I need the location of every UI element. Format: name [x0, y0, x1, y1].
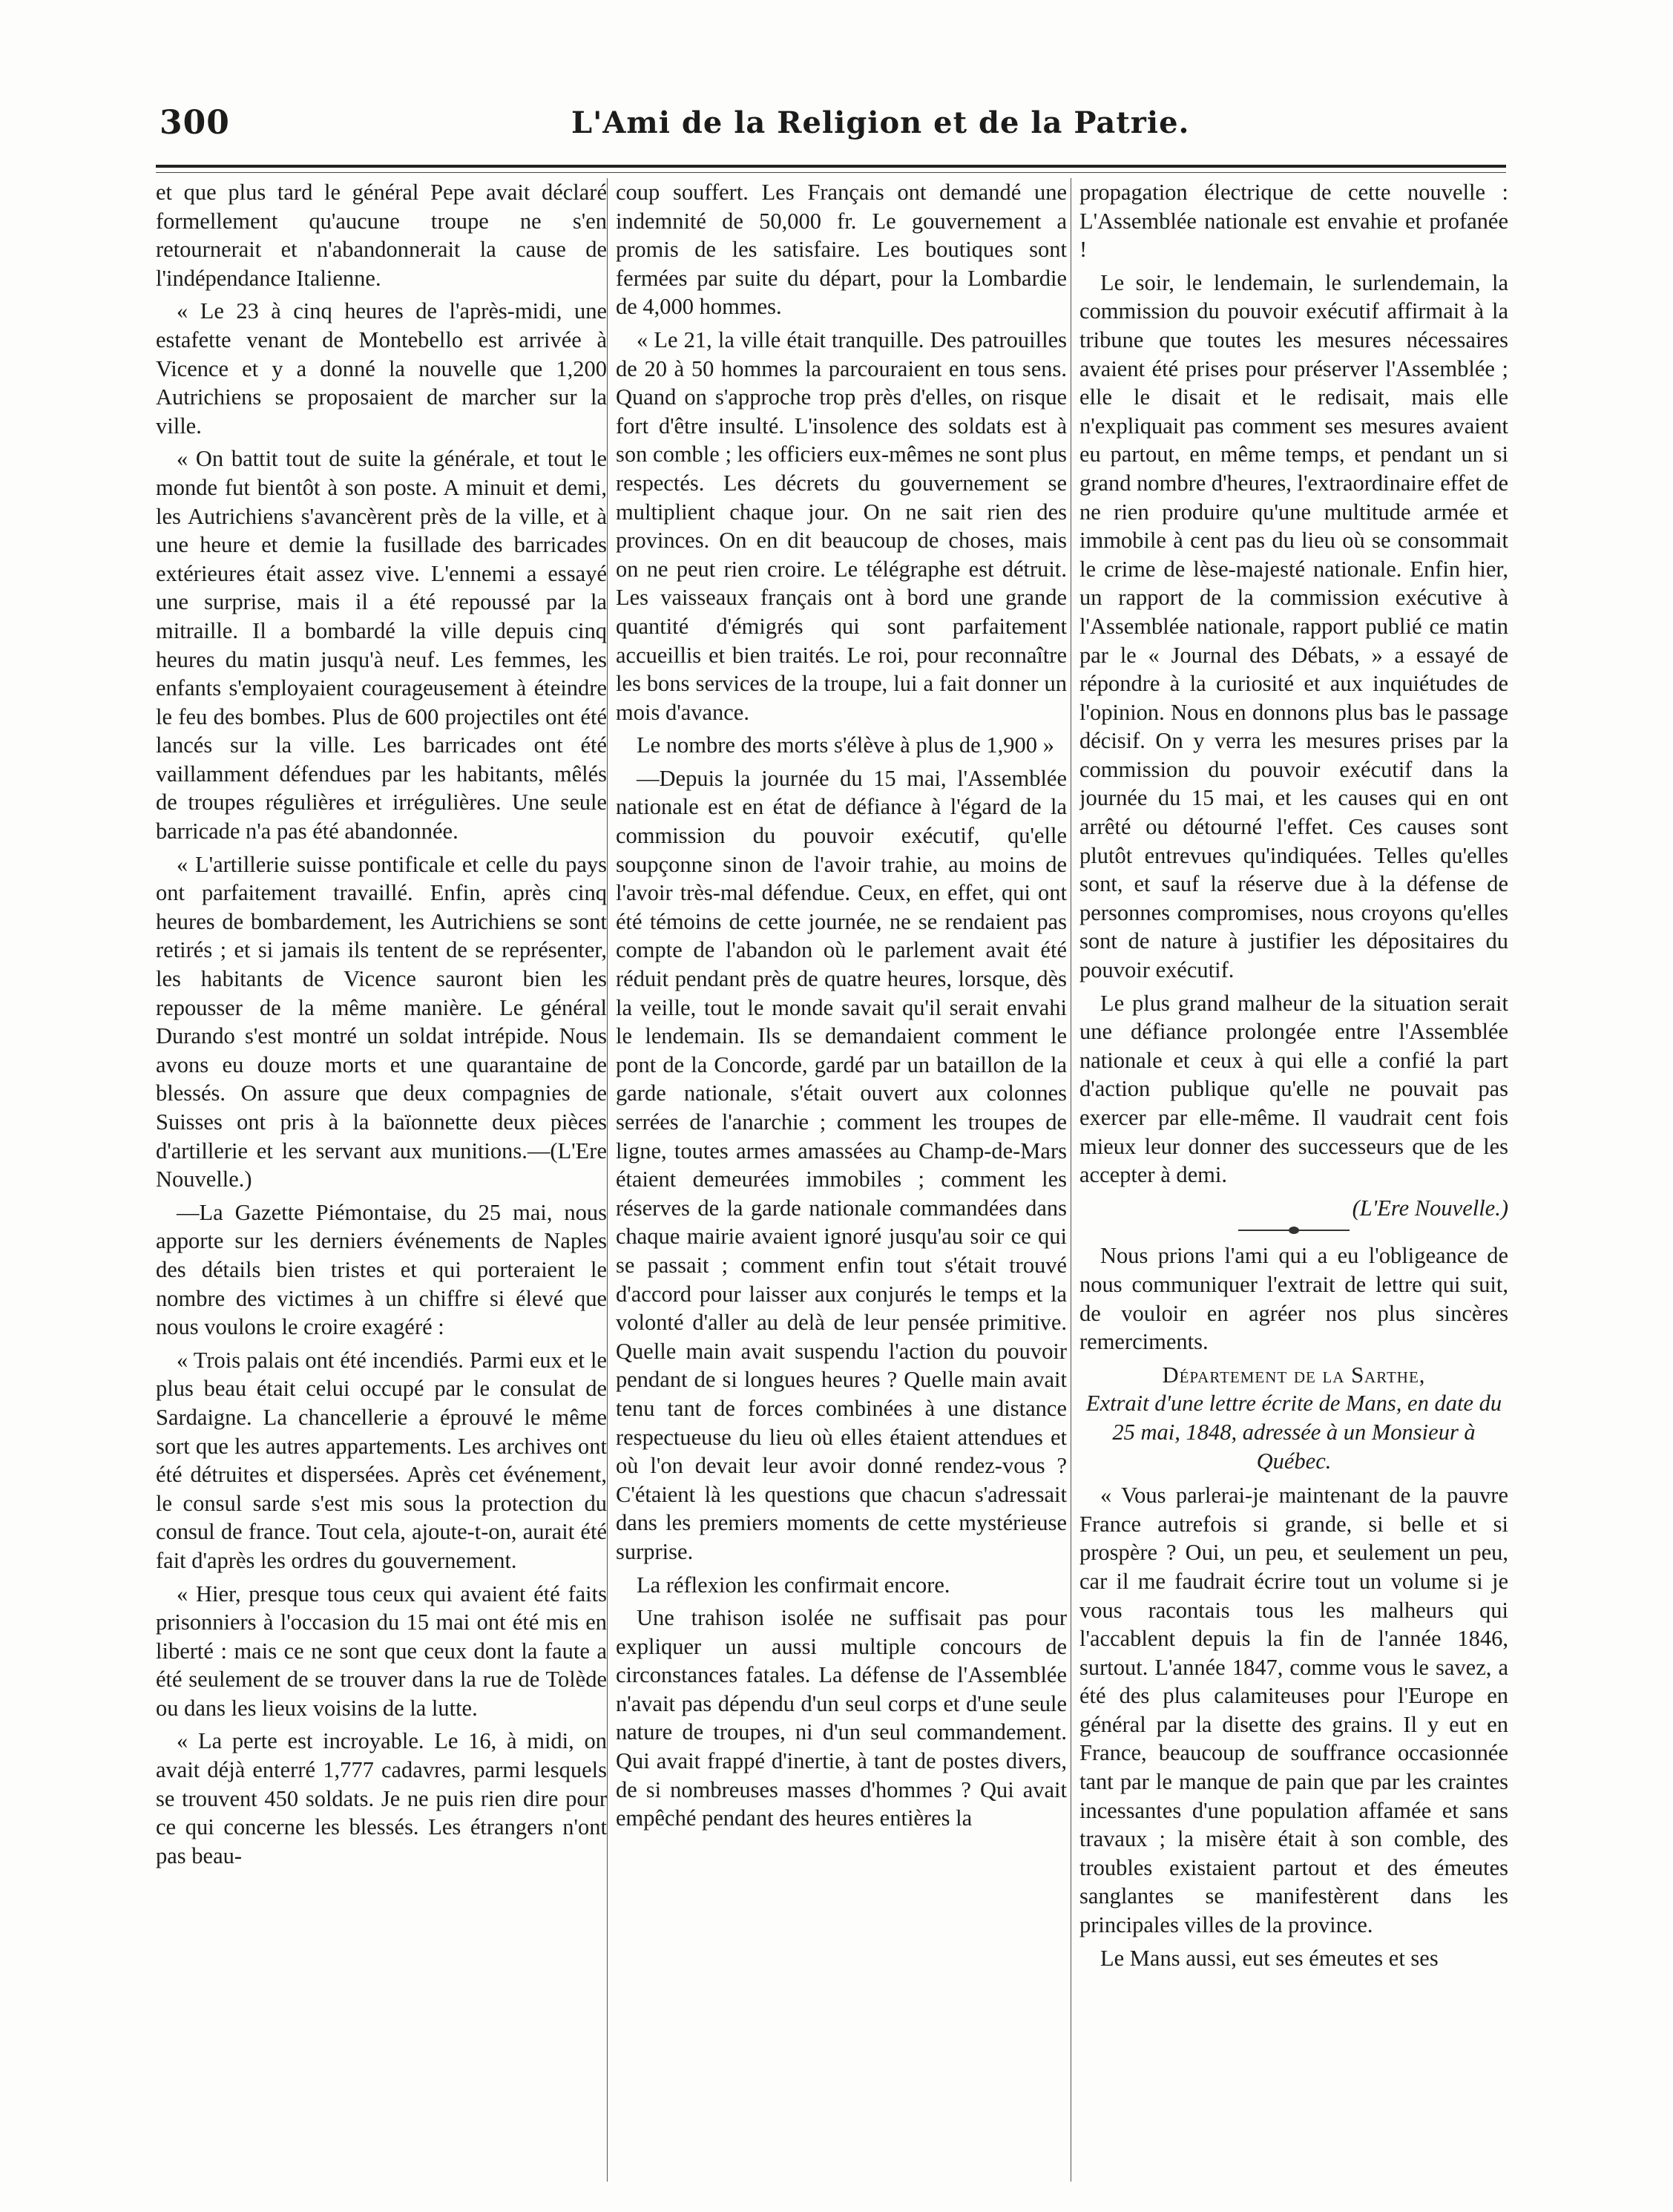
paragraph: et que plus tard le général Pepe avait déclaré formellement qu'aucune troupe ne s'en retournerait et n'abandonnerait la cause de l'indépendance Italienne. [156, 180, 607, 291]
paragraph: « Le 21, la ville était tranquille. Des patrouilles de 20 à 50 hommes la parcouraient en tous sens. Quand on s'approche trop près d'elles, on risque fort d'être insulté. L'insolence des soldats est à son comble ; les officiers eux-mêmes ne sont plus respectés. Les décrets du gouvernement se multiplient chaque jour. On ne sait rien des provinces. On en dit beaucoup de choses, mais on ne peut rien croire. Le télégraphe est détruit. Les vaisseaux français ont à bord une grande quantité d'émigrés qui sont parfaitement accueillis et bien traités. Le roi, pour reconnaître les bons services de la troupe, lui a fait donner un mois d'avance. [616, 326, 1067, 725]
paragraph: —Depuis la journée du 15 mai, l'Assemblée nationale est en état de défiance à l'égard de la commission du pouvoir exécutif, qu'elle soupçonne sinon de l'avoir trahie, au moins de l'avoir très-mal défendue. Ceux, en effet, qui ont été témoins de cette journée, ne se rendaient pas compte de l'abandon où le parlement avait été réduit pendant près de quatre heures, lorsque, dès la veille, tout le monde savait qu'il serait envahi le lendemain. Ils se demandaient comment le pont de la Concorde, gardé par un bataillon de la garde nationale, s'était ouvert aux colonnes serrées de l'anarchie ; comment les troupes de ligne, toutes armes amassées au Champ-de-Mars étaient demeurées immobiles ; comment les réserves de la garde nationale commandées dans chaque mairie avaient ignoré jusqu'au soir ce qui se passait ; comment enfin tout s'était trouvé d'accord pour laisser aux conjurés le temps et la volonté d'aller au delà de leur pensée primitive. Quelle main avait suspendu l'action du pouvoir pendant de si longues heures ? Quelle main avait tenu tant de forces combinées à une distance respectueuse du lieu où elles étaient attendues et où l'on devait leur avoir donné rendez-vous ? C'étaient là les questions que chacun s'adressait dans les premiers moments de cette mystérieuse surprise. [616, 765, 1067, 1564]
paragraph: propagation électrique de cette nouvelle : L'Assemblée nationale est envahie et profanée ! [1079, 180, 1508, 263]
section-subheading: Extrait d'une lettre écrite de Mans, en date du 25 mai, 1848, adressée à un Monsieur à Québec. [1085, 1391, 1502, 1474]
paragraph: coup souffert. Les Français ont demandé une indemnité de 50,000 fr. Le gouvernement a promis de les satisfaire. Les boutiques sont fermées par suite du départ, pour la Lombardie de 4,000 hommes. [616, 180, 1067, 320]
column-2 [616, 178, 1067, 2182]
page-header [148, 104, 1506, 163]
paragraph: « La perte est incroyable. Le 16, à midi, on avait déjà enterré 1,777 cadavres, parmi lesquels se trouvent 450 soldats. Je ne puis rien dire pour ce qui concerne les blessés. Les étrangers n'ont pas beau- [156, 1728, 607, 1868]
header-rule-thin [156, 172, 1506, 173]
paragraph: Le soir, le lendemain, le surlendemain, la commission du pouvoir exécutif affirmait à la tribune que toutes les mesures nécessaires avaient été prises pour préserver l'Assemblée ; elle le disait et le redisait, mais elle n'expliquait pas comment ses mesures avaient eu partout, en même temps, et pendant un si grand nombre d'heures, l'extraordinaire effet de ne rien produire qu'une multitude armée et immobile à cent pas du lieu où se consommait le crime de lèse-majesté nationale. Enfin hier, un rapport de la commission exécutive à l'Assemblée nationale, rapport publié ce matin par le « Journal des Débats, » a essayé de répondre à la curiosité et aux inquiétudes de l'opinion. Nous en donnons plus bas le passage décisif. On y verra les mesures prises par la commission du pouvoir exécutif dans la journée du 15 mai, et les causes qui en ont arrêté ou détourné l'effet. Ces causes sont plutôt entrevues qu'indiquées. Telles qu'elles sont, et sauf la réserve due à la défense de personnes compromises, nous croyons qu'elles sont de nature à justifier les dépositaires du pouvoir exécutif. [1079, 269, 1508, 983]
paragraph: Une trahison isolée ne suffisait pas pour expliquer un aussi multiple concours de circonstances fatales. La défense de l'Assemblée n'avait pas dépendu d'un seul corps et d'une seule nature de troupes, ni d'un seul commandement. Qui avait frappé d'inertie, à tant de postes divers, de si nombreuses masses d'hommes ? Qui avait empêché pendant des heures entières la [616, 1605, 1067, 1831]
paragraph: « L'artillerie suisse pontificale et celle du pays ont parfaitement travaillé. Enfin, après cinq heures de bombardement, les Autrichiens se sont retirés ; et si jamais ils tentent de se représenter, les habitants de Vicence sauront bien les repousser de la même manière. Le général Durando s'est montré un soldat intrépide. Nous avons eu douze morts et une quarantaine de blessés. On assure que deux compagnies de Suisses ont pris à la baïonnette deux pièces d'artillerie et les servant aux munitions.—(L'Ere Nouvelle.) [156, 851, 607, 1192]
column-1 [156, 178, 607, 2182]
column-divider-1 [607, 178, 608, 2182]
paragraph: « Le 23 à cinq heures de l'après-midi, une estafette venant de Montebello est arrivée à Vicence et y a donné la nouvelle que 1,200 Autrichiens se proposaient de marcher sur la ville. [156, 298, 607, 439]
paragraph: « Trois palais ont été incendiés. Parmi eux et le plus beau était celui occupé par le consulat de Sardaigne. La chancellerie a éprouvé le même sort que les autres appartements. Les archives ont été détruites et dispersées. Après cet événement, le consul sarde s'est mis sous la protection du consul de france. Tout cela, ajoute-t-on, aurait été fait d'après les ordres du gouvernement. [156, 1347, 607, 1573]
paragraph: —La Gazette Piémontaise, du 25 mai, nous apporte sur les derniers événements de Naples des détails bien tristes et qui porteraient le nombre des victimes à un chiffre si élevé que nous voulons le croire exagéré : [156, 1199, 607, 1340]
page-number: 300 [160, 104, 230, 142]
paragraph: « Vous parlerai-je maintenant de la pauvre France autrefois si grande, si belle et si prospère ? Oui, un peu, et seulement un peu, car il me faudrait écrire tout un volume si je vous racontais tous les malheurs qui l'accablent depuis la fin de l'année 1846, surtout. L'année 1847, comme vous le savez, a été des plus calamiteuses pour l'Europe en général par la disette des grains. Il y eut en France, beaucoup de souffrance occasionnée tant par le manque de pain que par les craintes incessantes d'une population affamée et sans travaux ; la misère était à son comble, des troubles existaient partout et des émeutes sanglantes se manifestèrent dans les principales villes de la province. [1079, 1483, 1508, 1938]
section-ornament [1238, 1227, 1350, 1234]
header-rule [156, 165, 1506, 168]
paragraph: « Hier, presque tous ceux qui avaient été faits prisonniers à l'occasion du 15 mai ont été mis en liberté : mais ce ne sont que ceux dont la faute a été seulement de se trouver dans la rue de Tolède ou dans les lieux voisins de la lutte. [156, 1581, 607, 1721]
column-3 [1079, 178, 1508, 2182]
paragraph: Le nombre des morts s'élève à plus de 1,900 » [637, 732, 1054, 758]
running-title: L'Ami de la Religion et de la Patrie. [571, 105, 1190, 140]
paragraph: « On battit tout de suite la générale, et tout le monde fut bientôt à son poste. A minuit et demi, les Autrichiens s'avancèrent près de la ville, et à une heure et demie la fusillade des barricades extérieures était assez vive. L'ennemi a essayé une surprise, mais il a été repoussé par la mitraille. Il a bombardé la ville depuis cinq heures du matin jusqu'à neuf. Les femmes, les enfants s'employaient courageusement à éteindre le feu des bombes. Plus de 600 projectiles ont été lancés sur la ville. Les barricades ont été vaillamment défendues par les habitants, mêlés de troupes régulières et irrégulières. Une seule barricade n'a pas été abandonnée. [156, 446, 607, 844]
paragraph: Nous prions l'ami qui a eu l'obligeance de nous communiquer l'extrait de lettre qui suit, de vouloir en agréer nos plus sincères remerciments. [1079, 1243, 1508, 1355]
paragraph: La réflexion les confirmait encore. [637, 1572, 950, 1598]
paragraph: Le Mans aussi, eut ses émeutes et ses [1100, 1945, 1439, 1971]
paragraph: Le plus grand malheur de la situation serait une défiance prolongée entre l'Assemblée nationale et ceux à qui elle a confié la part d'action publique qu'elle ne pouvait pas exercer par elle-même. Il vaudrait cent fois mieux leur donner des successeurs que de les accepter à demi. [1079, 990, 1508, 1188]
section-heading: Département de la Sarthe, [1162, 1362, 1426, 1388]
source-attribution: (L'Ere Nouvelle.) [1352, 1195, 1508, 1221]
